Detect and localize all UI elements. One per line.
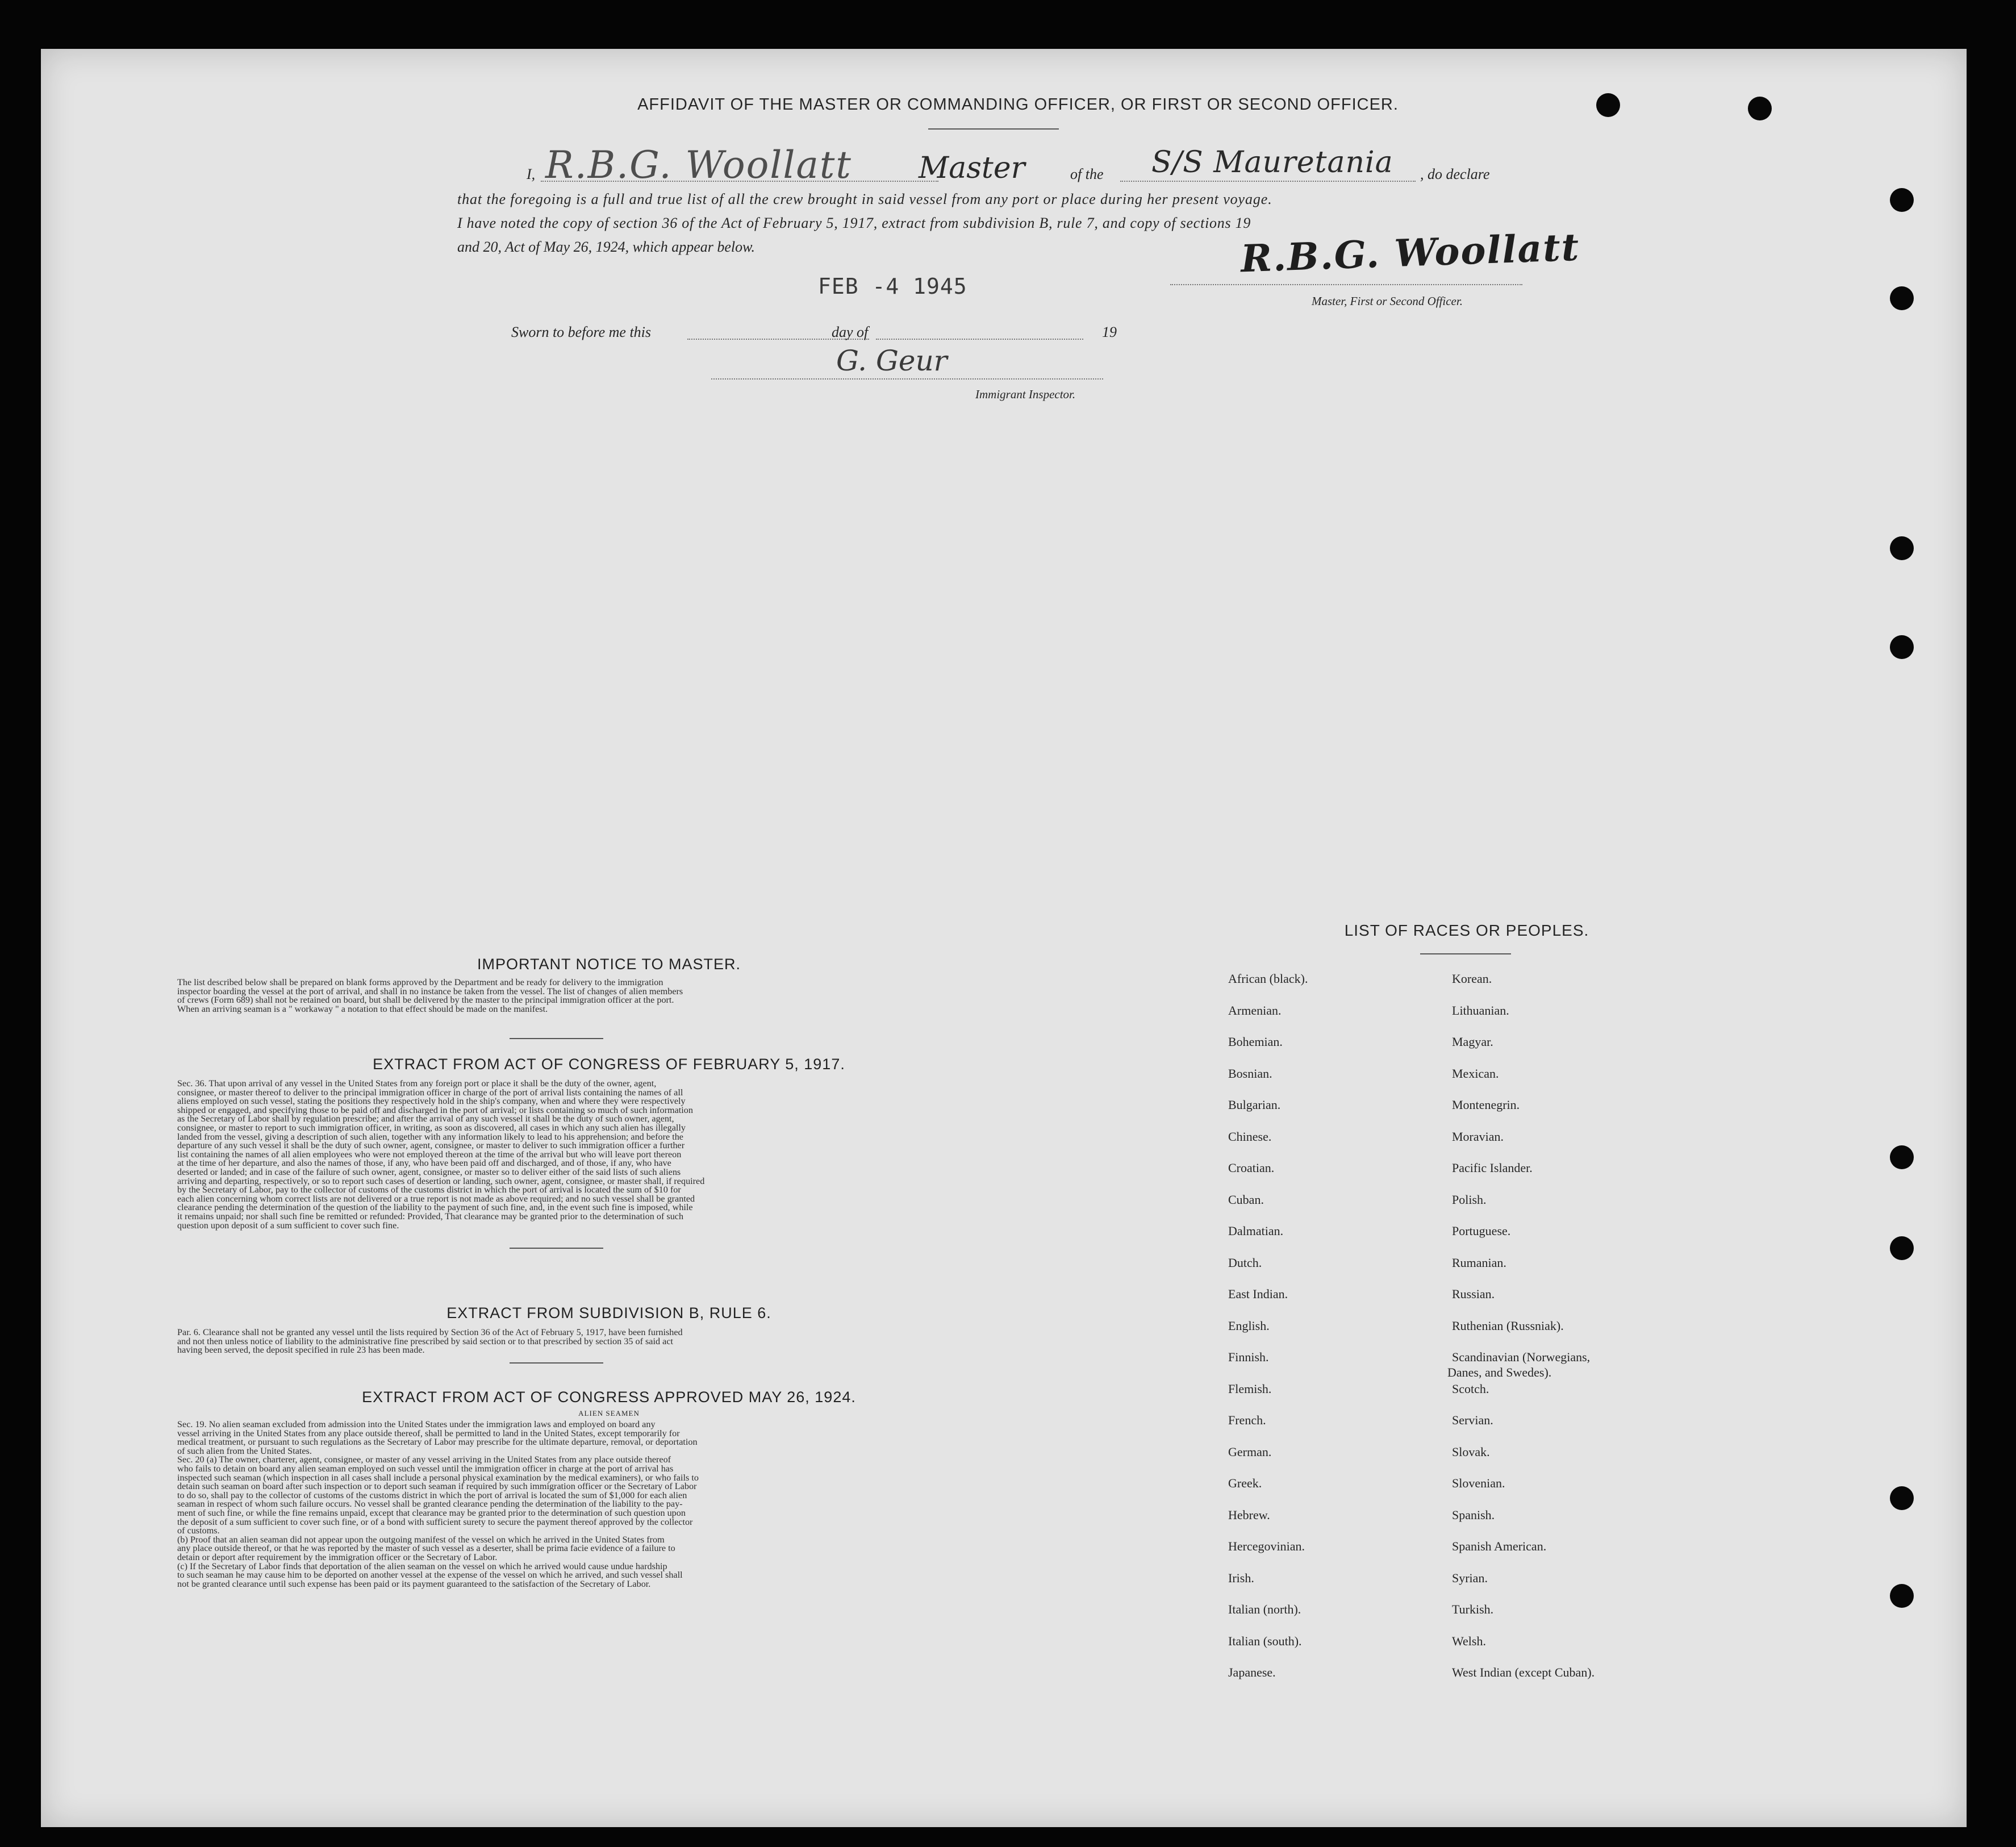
section-divider xyxy=(510,1248,603,1249)
punch-hole xyxy=(1890,1145,1914,1169)
section-divider xyxy=(510,1038,603,1039)
race-item: Syrian. xyxy=(1452,1570,1488,1585)
extract-line: medical treatment, or pursuant to such regulations as the Secretary of Labor may prescribe for the ultimate departure, removal, or deportation xyxy=(177,1437,698,1448)
extract-line: seaman in respect of whom such failure occurs. No vessel shall be granted clearance pending the determination of the liability to the pay- xyxy=(177,1499,683,1510)
punch-hole xyxy=(1890,1486,1914,1510)
subdivision-b-body xyxy=(177,1328,1041,1355)
extract-line: Par. 6. Clearance shall not be granted any vessel until the lists required by Section 36 of the Act of February 5, 1917, have been furnished xyxy=(177,1327,683,1337)
extract-line: not be granted clearance until such expense has been paid or its payment guaranteed to the satisfaction of the Secretary of Labor. xyxy=(177,1578,651,1589)
race-item: Greek. xyxy=(1228,1476,1262,1490)
extract-line: to do so, shall pay to the collector of customs of the customs district in which the port of arrival is located the sum of $1,000 for each alien xyxy=(177,1490,687,1500)
extract-line: it remains unpaid; nor shall such fine be remitted or refunded: Provided, That clearance may be granted prior to the determination of such xyxy=(177,1211,684,1221)
punch-hole xyxy=(1890,1584,1914,1608)
extract-line: any place outside thereof, or that he was reported by the master of such vessel as a deserter, shall be prima facie evidence of a failure to xyxy=(177,1543,675,1554)
race-item: Finnish. xyxy=(1228,1350,1269,1364)
notice-heading: IMPORTANT NOTICE TO MASTER. xyxy=(477,956,741,973)
notice-body xyxy=(177,978,1041,1014)
document-sheet xyxy=(41,49,1967,1827)
race-item: Cuban. xyxy=(1228,1192,1264,1207)
race-item-continuation: Danes, and Swedes). xyxy=(1447,1365,1552,1379)
extract-line: consignee, or master to report to such immigration officer, in writing, as soon as discovered, all cases in which any such alien has illegally xyxy=(177,1122,686,1133)
extract-1924-body xyxy=(177,1420,1041,1588)
extract-line: (c) If the Secretary of Labor finds that deportation of the alien seaman on the vessel on which he arrived would cause undue hardship xyxy=(177,1561,667,1571)
punch-hole xyxy=(1890,536,1914,560)
race-item: Dalmatian. xyxy=(1228,1224,1284,1238)
race-item: Dutch. xyxy=(1228,1255,1262,1270)
sworn-text: Sworn to before me this xyxy=(511,324,652,340)
race-item: Bohemian. xyxy=(1228,1035,1283,1049)
race-item: Korean. xyxy=(1452,972,1492,986)
races-heading: LIST OF RACES OR PEOPLES. xyxy=(1344,922,1589,939)
extract-1917-body xyxy=(177,1079,1041,1230)
extract-line: by the Secretary of Labor, pay to the collector of customs of the customs district in which the port of arrival is located the sum of $10 for xyxy=(177,1185,681,1195)
do-declare-label: , do declare xyxy=(1420,166,1490,182)
race-item: Welsh. xyxy=(1452,1633,1486,1648)
notice-line: inspector boarding the vessel at the port of arrival, and shall in no instance be taken from the vessel. The list of changes of alien members xyxy=(177,986,683,997)
extract-line: departure of any such vessel it shall be the duty of such owner, agent, consignee, or master to deliver to such immigration officer a further xyxy=(177,1140,685,1151)
extract-line: clearance pending the determination of the question of the liability to the payment of such fine, and, in the event such fine is imposed, while xyxy=(177,1202,693,1213)
extract-line: shipped or engaged, and specifying those to be paid off and discharged in the port of arrival; or lists containing so much of such information xyxy=(177,1104,693,1115)
extract-1924-heading: EXTRACT FROM ACT OF CONGRESS APPROVED MAY 26, 1924. xyxy=(362,1389,856,1406)
inspector-line xyxy=(711,378,1103,380)
punch-hole xyxy=(1596,93,1620,117)
extract-line: detain such seaman on board after such inspection or to deport such seaman if required by such immigration officer or the Secretary of Labor xyxy=(177,1481,697,1492)
race-item: Slovenian. xyxy=(1452,1476,1505,1490)
extract-line: landed from the vessel, giving a description of such alien, together with any information likely to lead to his apprehension; and before the xyxy=(177,1131,683,1142)
race-item: Armenian. xyxy=(1228,1003,1282,1018)
affidavit-word-i: I, xyxy=(527,166,536,182)
race-item: East Indian. xyxy=(1228,1287,1288,1301)
race-item: Croatian. xyxy=(1228,1161,1275,1175)
extract-line: having been served, the deposit specified in rule 23 has been made. xyxy=(177,1345,425,1356)
punch-hole xyxy=(1890,635,1914,659)
title-underline xyxy=(928,128,1059,130)
punch-hole xyxy=(1890,1236,1914,1260)
extract-line: detain or deport after requirement by the immigration officer or the Secretary of Labor. xyxy=(177,1552,498,1562)
affidavit-line-4: and 20, Act of May 26, 1924, which appear below. xyxy=(457,239,756,255)
races-heading-underline xyxy=(1420,953,1511,954)
extract-line: the deposit of a sum sufficient to cover such fine, or of a bond with sufficient surety to secure the payment thereof approved by the collector xyxy=(177,1516,693,1527)
affidavit-title: AFFIDAVIT OF THE MASTER OR COMMANDING OFFICER, OR FIRST OR SECOND OFFICER. xyxy=(637,95,1399,114)
race-item: Turkish. xyxy=(1452,1602,1494,1616)
affidavit-line-2: that the foregoing is a full and true list of all the crew brought in said vessel from any port or place during her present voyage. xyxy=(457,191,1272,207)
extract-line: (b) Proof that an alien seaman did not appear upon the outgoing manifest of the vessel on which he arrived in the United States from xyxy=(177,1534,665,1545)
extract-line: list containing the names of all alien employees who were not employed thereon at the time of the arrival but who will leave port thereon xyxy=(177,1149,682,1160)
race-item: Italian (north). xyxy=(1228,1602,1301,1616)
race-item: Ruthenian (Russniak). xyxy=(1452,1318,1564,1333)
extract-line: each alien concerning whom correct lists are not delivered or a true report is not made as above required; and no such vessel shall be granted xyxy=(177,1193,695,1204)
extract-line: inspected such seaman (which inspection in all cases shall include a personal physical examination by the medical examiners), or who fails to xyxy=(177,1472,699,1483)
punch-hole xyxy=(1748,97,1772,120)
alien-seamen-subheading: ALIEN SEAMEN xyxy=(578,1409,640,1417)
punch-hole xyxy=(1890,188,1914,212)
signature-line xyxy=(1170,284,1522,285)
race-item: Mexican. xyxy=(1452,1066,1499,1081)
extract-line: aliens employed on such vessel, stating the positions they respectively hold in the ship's company, when and where they were respectively xyxy=(177,1096,686,1107)
race-item: Hebrew. xyxy=(1228,1507,1270,1522)
race-item: Moravian. xyxy=(1452,1129,1504,1144)
race-item: Scotch. xyxy=(1452,1381,1489,1396)
race-item: French. xyxy=(1228,1413,1266,1427)
extract-line: deserted or landed; and in case of the failure of such owner, agent, consignee, or master so to deliver either of the said lists of such aliens xyxy=(177,1166,681,1177)
extract-line: vessel arriving in the United States from any place outside thereof, shall be permitted to land in the United States, except temporarily for xyxy=(177,1428,680,1439)
inspector-signature: G. Geur xyxy=(836,344,948,377)
extract-line: ment of such fine, or while the fine remains unpaid, except that clearance may be granted prior to the determination of such question upon xyxy=(177,1507,686,1518)
race-item: Bosnian. xyxy=(1228,1066,1272,1081)
of-the-label: of the xyxy=(1070,166,1104,182)
punch-hole xyxy=(1890,286,1914,310)
race-item: Chinese. xyxy=(1228,1129,1272,1144)
race-item: African (black). xyxy=(1228,972,1308,986)
inspector-caption: Immigrant Inspector. xyxy=(975,387,1076,401)
section-divider xyxy=(510,1362,603,1364)
subdivision-b-heading: EXTRACT FROM SUBDIVISION B, RULE 6. xyxy=(446,1304,771,1321)
race-item: Montenegrin. xyxy=(1452,1098,1520,1112)
race-item: Rumanian. xyxy=(1452,1255,1506,1270)
vessel-handwritten: S/S Mauretania xyxy=(1151,145,1393,180)
rank-handwritten: Master xyxy=(919,151,1025,185)
extract-line: who fails to detain on board any alien seaman employed on such vessel until the immigration officer in charge at the port of arrival has xyxy=(177,1463,674,1474)
race-item: Russian. xyxy=(1452,1287,1495,1301)
notice-line: When an arriving seaman is a " workaway " a notation to that effect should be made on the manifest. xyxy=(177,1003,548,1014)
master-signature: R.B.G. Woollatt xyxy=(1239,224,1581,281)
extract-line: and not then unless notice of liability to the administrative fine prescribed by said section or to that prescribed by section 35 of said act xyxy=(177,1336,673,1346)
race-item: West Indian (except Cuban). xyxy=(1452,1665,1595,1679)
year-prefix: 19 xyxy=(1102,324,1117,340)
extract-line: Sec. 20 (a) The owner, charterer, agent, consignee, or master of any vessel arriving in the United States from any place outside thereof xyxy=(177,1454,671,1465)
race-item: Slovak. xyxy=(1452,1444,1490,1459)
extract-line: consignee, or master thereof to deliver to the principal immigration officer in charge of the port of arrival lists containing the names of all xyxy=(177,1087,683,1098)
race-item: Polish. xyxy=(1452,1192,1487,1207)
race-item: Italian (south). xyxy=(1228,1633,1302,1648)
extract-line: to such seaman he may cause him to be deported on another vessel at the expense of the vessel on which he arrived, and such vessel shall xyxy=(177,1570,683,1581)
signature-caption: Master, First or Second Officer. xyxy=(1312,294,1463,308)
race-item: Japanese. xyxy=(1228,1665,1276,1679)
race-item: Hercegovinian. xyxy=(1228,1539,1305,1553)
extract-line: at the time of her departure, and also the names of those, if any, who have been paid off and discharged, and of those, if any, who have xyxy=(177,1158,671,1169)
race-item: Portuguese. xyxy=(1452,1224,1511,1238)
sworn-month-line xyxy=(876,339,1083,340)
race-item: Bulgarian. xyxy=(1228,1098,1281,1112)
affidavit-line-3: I have noted the copy of section 36 of the Act of February 5, 1917, extract from subdivision B, rule 7, and copy of sections 19 xyxy=(457,215,1251,231)
race-item: Irish. xyxy=(1228,1570,1254,1585)
day-of-label: day of xyxy=(832,324,869,340)
extract-line: Sec. 36. That upon arrival of any vessel in the United States from any foreign port or place it shall be the duty of the owner, agent, xyxy=(177,1078,657,1089)
race-item: Spanish American. xyxy=(1452,1539,1547,1553)
extract-line: of customs. xyxy=(177,1525,220,1536)
race-item: Scandinavian (Norwegians, xyxy=(1452,1350,1591,1364)
race-item: Servian. xyxy=(1452,1413,1493,1427)
extract-1917-heading: EXTRACT FROM ACT OF CONGRESS OF FEBRUARY 5, 1917. xyxy=(373,1056,845,1073)
notice-line: of crews (Form 689) shall not be retained on board, but shall be delivered by the master to the principal immigration officer at the port. xyxy=(177,995,674,1006)
extract-line: arriving and departing, respectively, or so to report such cases of desertion or landing, such owner, agent, consignee, or master shall, if required xyxy=(177,1175,705,1186)
race-item: Lithuanian. xyxy=(1452,1003,1509,1018)
master-name-handwritten: R.B.G. Woollatt xyxy=(545,143,852,187)
race-item: Pacific Islander. xyxy=(1452,1161,1533,1175)
race-item: Magyar. xyxy=(1452,1035,1493,1049)
extract-line: as the Secretary of Labor shall by regulation prescribe; and after the arrival of any such vessel it shall be the duty of such owner, agent, xyxy=(177,1114,674,1124)
race-item: English. xyxy=(1228,1318,1270,1333)
date-stamp: FEB -4 1945 xyxy=(818,274,967,299)
race-item: Flemish. xyxy=(1228,1381,1272,1396)
vessel-field-line xyxy=(1120,181,1416,182)
race-item: Spanish. xyxy=(1452,1507,1495,1522)
race-item: German. xyxy=(1228,1444,1272,1459)
extract-line: of such alien from the United States. xyxy=(177,1445,312,1456)
extract-line: Sec. 19. No alien seaman excluded from admission into the United States under the immigration laws and employed on board any xyxy=(177,1419,656,1429)
extract-line: question upon deposit of a sum sufficient to cover such fine. xyxy=(177,1220,399,1231)
notice-line: The list described below shall be prepared on blank forms approved by the Department and be ready for delivery to the immigration xyxy=(177,977,663,987)
